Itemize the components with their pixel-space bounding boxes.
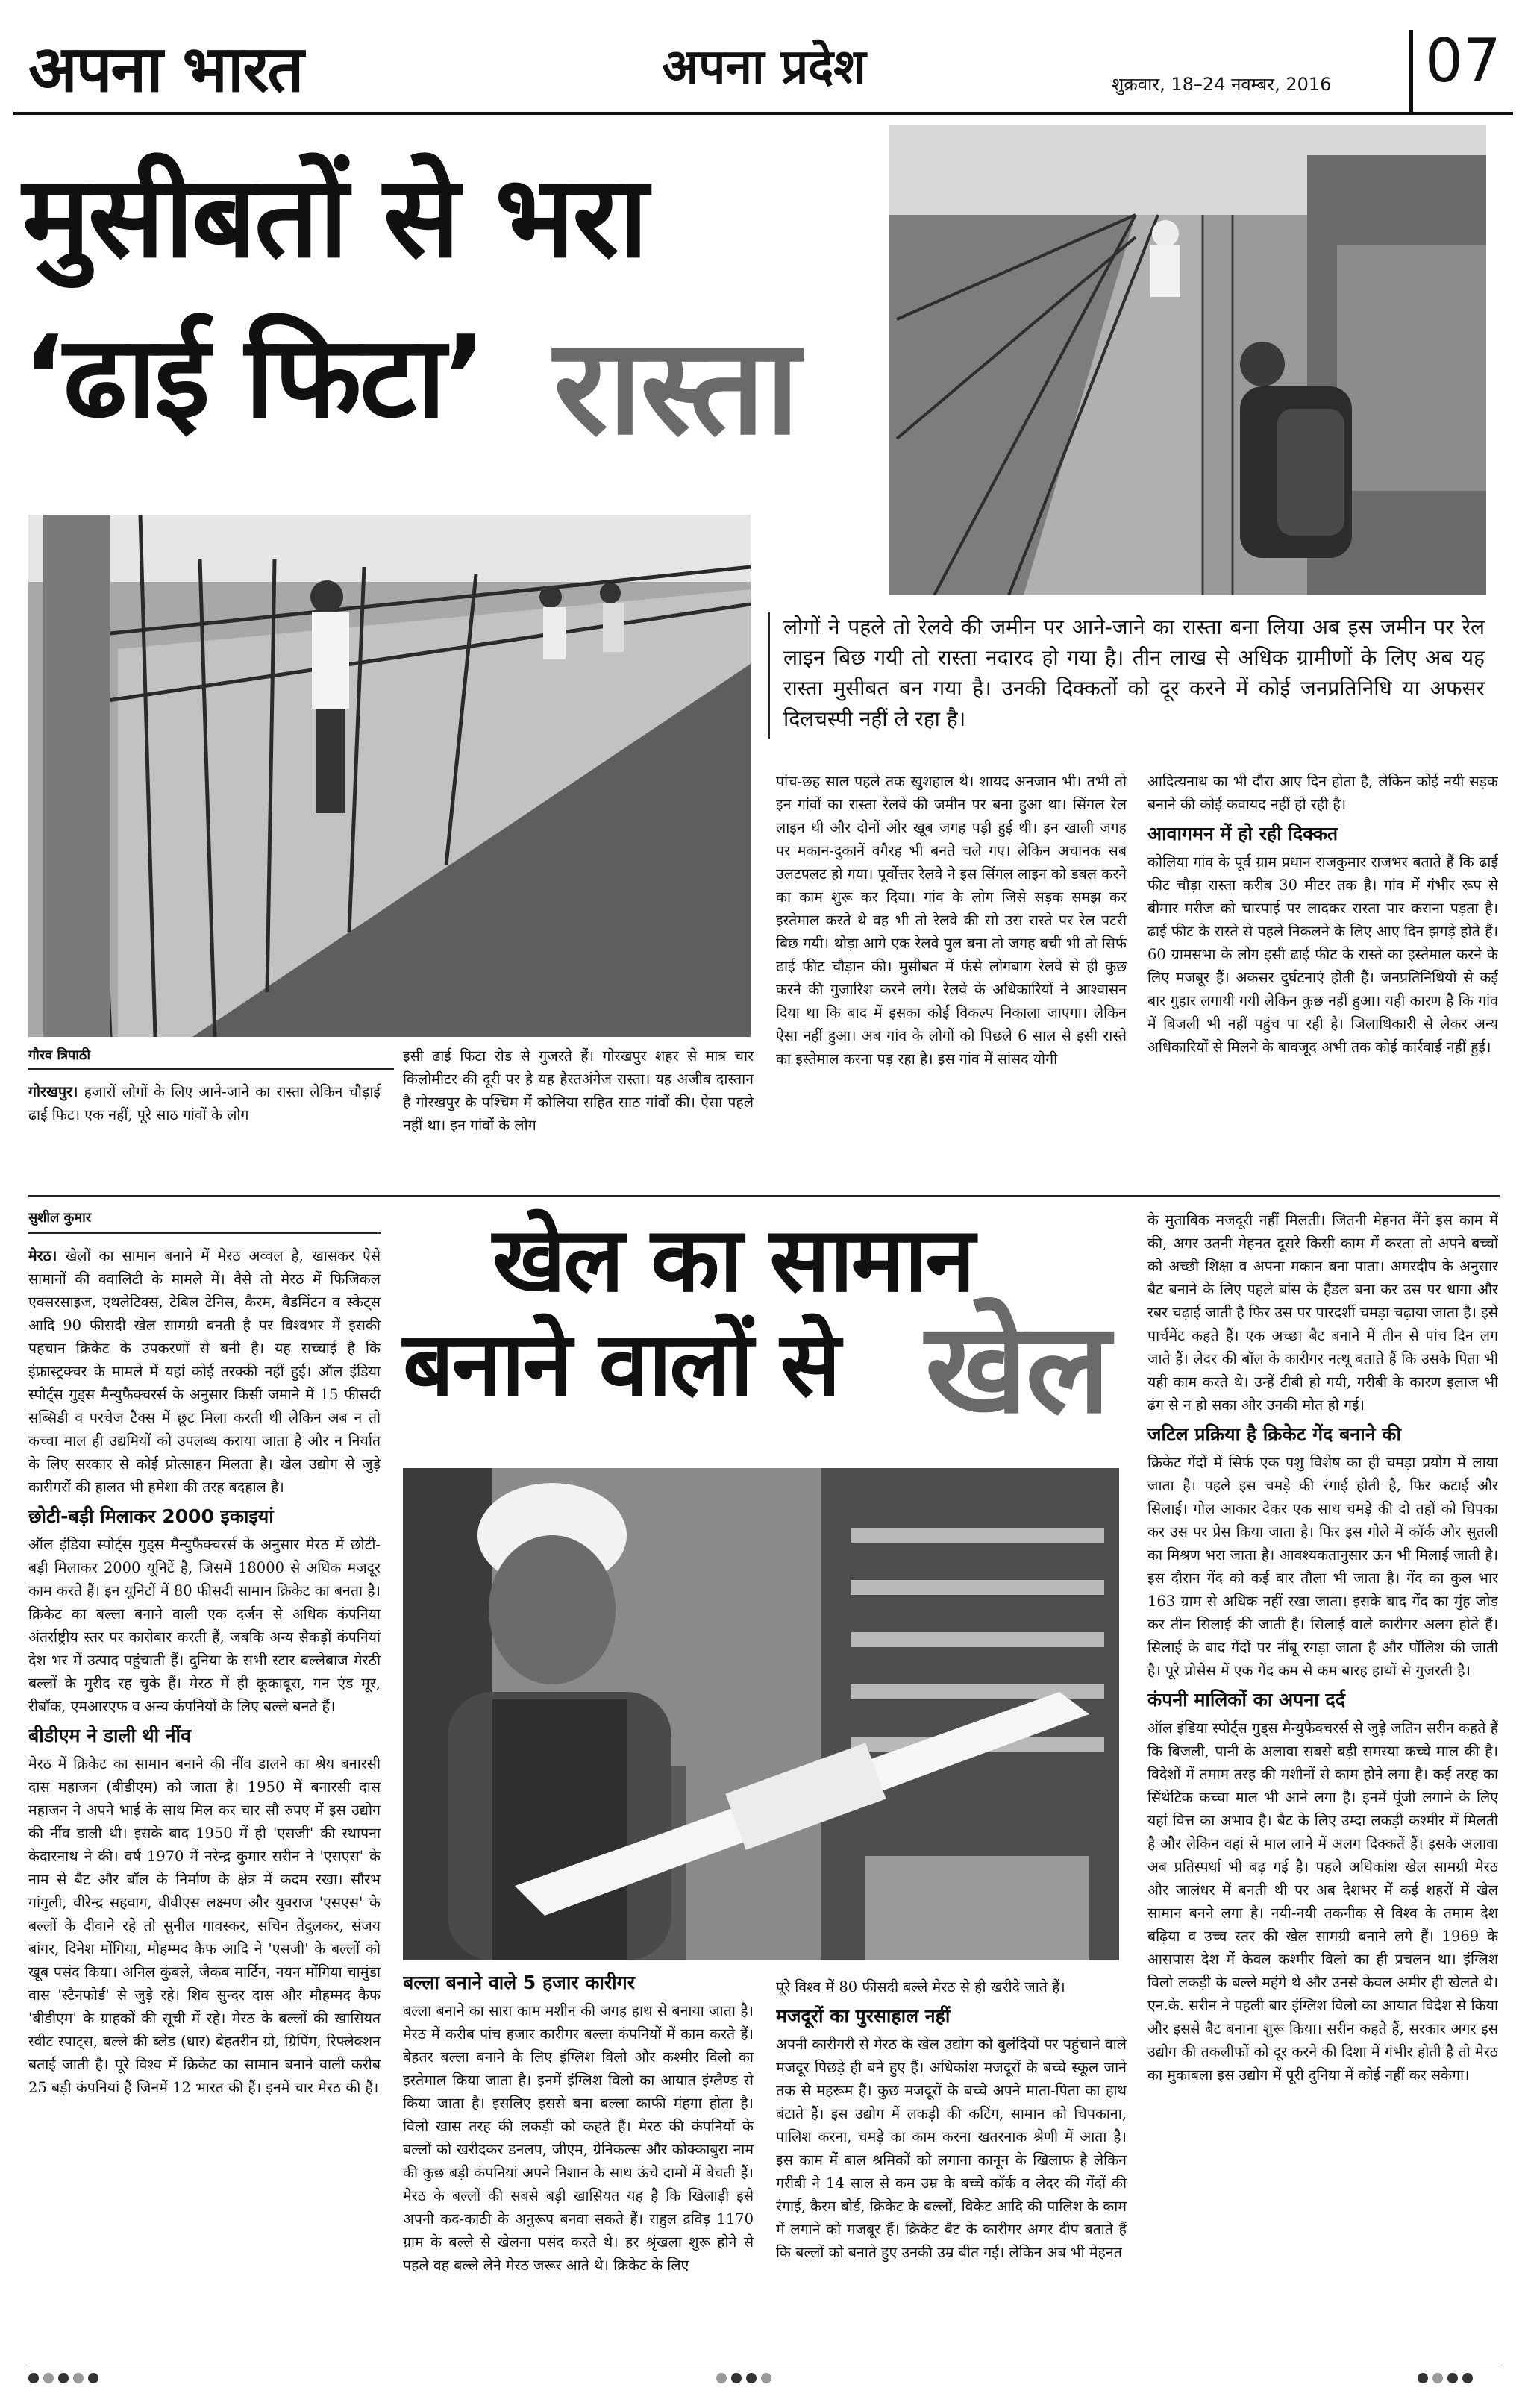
- story1-col4-top: आदित्यनाथ का भी दौरा आए दिन होता है, लेकिन कोई नयी सड़क बनाने की कोई कवायद नहीं हो रही है।: [1147, 773, 1498, 813]
- subheading: मजदूरों का पुरसाहाल नहीं: [776, 2005, 951, 2027]
- story2-col3-top: पूरे विश्व में 80 फीसदी बल्ले मेरठ से ही खरीदे जाते हैं।: [776, 1978, 1065, 1995]
- footer-ornament-center: [716, 2372, 776, 2386]
- story1-col1-text: हजारों लोगों के लिए आने-जाने का रास्ता लेकिन चौड़ाई ढाई फिट। एक नहीं, पूरे साठ गांवों के लोग: [28, 1083, 381, 1123]
- masthead-rule: [13, 112, 1513, 115]
- page-number-separator: [1409, 30, 1413, 112]
- page-number: 07: [1425, 26, 1501, 95]
- story2-headline-highlight: खेल: [925, 1295, 1109, 1441]
- subheading: जटिल प्रक्रिया है क्रिकेट गेंद बनाने की: [1147, 1423, 1401, 1445]
- story1-col4-text: कोलिया गांव के पूर्व ग्राम प्रधान राजकुमार राजभर बताते हैं कि ढाई फीट चौड़ा रास्ता करीब 30 मीटर तक है। गांव में गंभीर रूप से बीमार मरीज को चारपाई पर लादकर रास्ता पार कराना पड़ता है। ढाई फीट के रास्ते से पहले निकलने के लिए आए दिन झगड़े होते हैं। 60 ग्रामसभा के लोग इसी ढाई फीट के रास्ते का इस्तेमाल करने के लिए मजबूर हैं। अकसर दुर्घटनाएं होती हैं। जनप्रतिनिधियों से कई बार गुहार लगायी गयी लेकिन कुछ नहीं हुआ। यही कारण है कि गांव में बिजली भी नहीं पहुंच पा रही है। जिलाधिकारी से लेकर अन्य अधिकारियों से मिलने के बावजूद अभी तक कोई कार्रवाई नहीं हुई।: [1147, 853, 1498, 1056]
- dateline: गोरखपुर।: [28, 1083, 78, 1100]
- story2-col3-text: अपनी कारीगरी से मेरठ के खेल उद्योग को बुलंदियों पर पहुंचाने वाले मजदूर पिछड़े ही बने हुए हैं। अधिकांश मजदूरों के बच्चे स्कूल जाने तक से महरूम हैं। कुछ मजदूरों के बच्चे अपने माता-पिता का हाथ बंटाते हैं। इस उद्योग में लकड़ी की कटिंग, सामान को चिपकाना, पालिश करना, चमड़े का काम करना खतरनाक श्रेणी में आता है। इस काम में बाल श्रमिकों को लगाना कानून के खिलाफ है लेकिन गरीबी ने 14 साल से कम उम्र के बच्चे कॉर्क व लेदर की गेंदों की रंगाई, कैरम बोर्ड, क्रिकेट के बल्लों, विकेट आदि की पालिश के काम में लगाने को मजबूर हैं। क्रिकेट बैट के कारीगर अमर दीप बताते हैं कि बल्लों को बनाते हुए उनकी उम्र बीत गई। लेकिन अब भी मेहनत: [776, 2036, 1127, 2261]
- story2-col4-p1: क्रिकेट गेंदों में सिर्फ एक पशु विशेष का ही चमड़ा प्रयोग में लाया जाता है। पहले इस चमड़े की रंगाई होती है, फिर कटाई और सिलाई। गोल आकार देकर एक साथ चमड़े की दो तहों को चिपका कर उस पर प्रेस किया जाता है। फिर इस गोले में कॉर्क और सुतली का मिश्रण भरा जाता है। आवश्यकतानुसार ऊन भी मिलाई जाती है। इस दौरान गेंद को कई बार तौला भी जाता है। गेंद का कुल भार 163 ग्राम से अधिक नहीं रखा जाता। इसके बाद गेंद का मुंह जोड़ कर तीन सिलाई की जाती है। सिलाई वाले कारीगर अलग होते हैं। सिलाई के बाद गेंदों पर नींबू रगड़ा जाता है और पॉलिश की जाती है। पूरे प्रोसेस में एक गेंद कम से कम बारह हाथों से गुजरती है।: [1147, 1454, 1498, 1679]
- story2-column-1: [28, 1244, 381, 2356]
- photo-credit: गौरव त्रिपाठी: [28, 1047, 91, 1063]
- story2-col1-p2: ऑल इंडिया स्पोर्ट्स गुड्स मैन्युफैक्चरर्स के अनुसार मेरठ में छोटी-बड़ी मिलाकर 2000 यूनिटें है, जिसमें 18000 से अधिक मजदूर काम करते हैं। इन यूनिटों में 80 फीसदी सामान क्रिकेट का बनता है। क्रिकेट का बल्ला बनाने वाली एक दर्जन से अधिक कंपनिया अंतर्राष्ट्रीय स्तर पर कारोबार करती हैं, जबकि अन्य सैकड़ों कंपनियां देश भर में उत्पाद पहुंचाती हैं। दुनिया के सभी स्टार बल्लेबाज मेरठी बल्लों के मुरीद रह चुके हैं। मेरठ में ही कूकाबूरा, गन एंड मूर, रीबॉक, एमआरएफ व अन्य कंपनियों के लिए बल्ले बनते हैं।: [28, 1536, 381, 1715]
- story2-byline: सुशील कुमार: [28, 1210, 92, 1226]
- masthead-brand: अपना भारत: [28, 32, 303, 107]
- story2-col2-text: बल्ला बनाने का सारा काम मशीन की जगह हाथ से बनाया जाता है। मेरठ में करीब पांच हजार कारीगर बल्ला कंपनियों में काम करते हैं। बेहतर बल्ला बनाने के लिए इंग्लिश विलो और कश्मीर विलो का इस्तेमाल किया जाता है। इनमें इंग्लिश विलो का आयात इंग्लैण्ड से किया जाता है। इसलिए इससे बना बल्ला काफी मंहगा होता है। विलो खास तरह की लकड़ी को कहते हैं। मेरठ की कंपनियों के बल्लों को खरीदकर डनलप, जीएम, ग्रेनिकल्स और कोक्काबुरा नाम की कुछ बड़ी कंपनियां अपने निशान के साथ ऊंचे दामों में बेचती हैं। मेरठ के बल्लों की सबसे बड़ी खासियत यह है कि खिलाड़ी इसे अपनी कद-काठी के अनुरूप बनवा सकते हैं। राहुल द्रविड़ 1170 ग्राम के बल्ले से खेलना पसंद करते थे। हर श्रृंखला शुरू होने से पहले वह बल्ले लेने मेरठ जरूर आते थे। क्रिकेट के लिए: [403, 2002, 754, 2274]
- byline-rule: [28, 1232, 381, 1234]
- story2-col1-p3: मेरठ में क्रिकेट का सामान बनाने की नींव डालने का श्रेय बनारसी दास महाजन (बीडीएम) को जाता है। 1950 में बनारसी दास महाजन ने अपने भाई के साथ मिल कर चार सौ रुपए में इस उद्योग की नींव डाली थी। इसके बाद 1950 में ही 'एसजी' की स्थापना केदारनाथ ने की। वर्ष 1970 में नरेन्द्र कुमार सरीन ने 'एसएस' के नाम से बैट और बॉल के निर्माण के क्षेत्र में कदम रखा। सौरभ गांगुली, वीरेन्द्र सहवाग, वीवीएस लक्ष्मण और युवराज 'एसएस' के बल्लों के दीवाने रहे तो सुनील गावस्कर, सचिन तेंदुलकर, संजय बांगर, दिनेश मोंगिया, मौहम्मद कैफ आदि ने 'एसजी' के बल्लों को खूब पसंद किया। अनिल कुंबले, जैकब मार्टिन, नयन मोंगिया चामुंडा वास 'स्टैनफोर्ड' से जुड़े रहे। शिव सुन्दर दास और मौहम्मद कैफ 'बीडीएम' के ग्राहकों की सूची में रहे। मेरठ के बल्लों की खासियत स्वीट स्पाट्स, बल्ले की ब्लेड (धार) बेहतरीन ग्रो, ग्रिपिंग, रिफ्लेक्शन बताई जाती है। पूरे विश्व में क्रिकेट का सामान बनाने वाली करीब 25 बड़ी कंपनियां हैं जिनमें 12 भारत की हैं। इनमें चार मेरठ की हैं।: [28, 1755, 381, 2096]
- story2-headline-line2: बनाने वालों से: [403, 1313, 839, 1417]
- story-divider: [28, 1195, 1500, 1197]
- subheading: आवागमन में हो रही दिक्कत: [1147, 823, 1338, 844]
- story2-col4-p2: ऑल इंडिया स्पोर्ट्स गुड्स मैन्युफैक्चरर्स से जुड़े जतिन सरीन कहते हैं कि बिजली, पानी के अलावा सबसे बड़ी समस्या कच्चे माल की है। विदेशों में तमाम तरह की मशीनों से काम होने लगा है। कई तरह का सिंथेटिक कच्चा माल भी आने लगा है। इनमें पूंजी लगाने के लिए यहां वित्त का अभाव है। बैट के लिए उम्दा लकड़ी कश्मीर में मिलती है और लेकिन वहां से माल लाने में अलग दिक्कतें हैं। इसके अलावा अब प्रतिस्पर्धा भी बढ़ गई है। पहले अधिकांश खेल सामग्री मेरठ और जालंधर में बनती थी पर अब देशभर में कई शहरों में खेल सामान बनने लगा है। नयी-नयी तकनीक से विश्व के तमाम देश बढ़िया व उच्च स्तर की खेल सामग्री बनाने लगे हैं। 1969 के आसपास देश में केवल कश्मीर विलो का ही प्रचलन था। इंग्लिश विलो लकड़ी के बल्ले महंगे थे और उनसे केवल अमीर ही खेलते थे। एन.के. सरीन ने पहली बार इंग्लिश विलो का आयात विदेश से किया और इससे बैट बनाना शुरू किया। सरीन कहते हैं, सरकार अगर इस उद्योग की तकलीफों को दूर करने की दिशा में गंभीर होती है तो मेरठ का मुकाबला इस उद्योग में पूरी दुनिया में कोई नहीं कर सकेगा।: [1147, 1719, 1498, 2084]
- railway-path-photo: [889, 125, 1486, 595]
- subheading: कंपनी मालिकों का अपना दर्द: [1147, 1689, 1345, 1711]
- story2-col4-top: के मुताबिक मजदूरी नहीं मिलती। जितनी मेहनत मैंने इस काम में की, अगर उतनी मेहनत दूसरे किसी काम में करता तो अपने बच्चों को अच्छी शिक्षा व अपना मकान बना पाता। अमरदीप के अनुसार बैट बनाने के लिए पहले बांस के हैंडल बना कर उस पर धागा और रबर चढ़ाई जाती है फिर उस पर पारदर्शी चमड़ा चढ़ाया जाता है। इसे पार्चमेंट कहते हैं। एक अच्छा बैट बनाने में तीन से पांच दिन लग जाते हैं। लेदर की बॉल के कारीगर नत्थू बताते हैं कि उसके पिता भी यही काम करते थे। उन्हें टीबी हो गयी, गरीबी के कारण इलाज भी ढंग से न हो सका और उनकी मौत हो गई।: [1147, 1211, 1498, 1414]
- story1-column-4: [1147, 770, 1498, 1179]
- story2-column-3: [776, 1975, 1127, 2356]
- narrow-road-photo: [28, 515, 751, 1037]
- story1-headline-line2: ‘ढाई फिटा’: [22, 311, 485, 443]
- section-title: अपना प्रदेश: [662, 40, 866, 95]
- subheading: बीडीएम ने डाली थी नींव: [28, 1725, 192, 1746]
- intro-rule: [768, 612, 770, 739]
- subheading: छोटी-बड़ी मिलाकर 2000 इकाइयां: [28, 1505, 274, 1527]
- dateline: मेरठ।: [28, 1247, 57, 1264]
- story1-intro: लोगों ने पहले तो रेलवे की जमीन पर आने-जाने का रास्ता बना लिया अब इस जमीन पर रेल लाइन बिछ गयी तो रास्ता नदारद हो गया है। तीन लाख से अधिक ग्रामीणों के लिए अब यह रास्ता मुसीबत बन गया है। उनकी दिक्कतों को दूर करने में कोई जनप्रतिनिधि या अफसर दिलचस्पी नहीं ले रहा है।: [783, 615, 1485, 731]
- subheading: बल्ला बनाने वाले 5 हजार कारीगर: [403, 1972, 635, 1993]
- footer-ornament-right: [1418, 2372, 1477, 2386]
- story2-column-2: [403, 1969, 754, 2357]
- story2-headline-line1: खेल का सामान: [492, 1208, 973, 1312]
- story2-col1-p1: खेलों का सामान बनाने में मेरठ अव्वल है, खासकर ऐसे सामानों की क्वालिटी के मामले में। वैसे तो मेरठ में फिजिकल एक्सरसाइज, एथलेटिक्स, टेबिल टेनिस, कैरम, बैडमिंटन व स्केट्स आदि 90 फीसदी खेल सामग्री बनती है पर विश्वभर में इसकी पहचान क्रिकेट के उपकरणों से बनी है। यह सच्चाई है कि इंफ्रास्ट्रक्चर के मामले में यहां कोई तरक्की नहीं हुई। ऑल इंडिया स्पोर्ट्स गुड्स मैन्युफैक्चरर्स के अनुसार किसी जमाने में 15 फीसदी सब्सिडी व परचेज टैक्स में छूट मिला करती थी लेकिन अब न तो कच्चा माल ही उद्यमियों को उपलब्ध कराया जाता है और न निर्यात के लिए सरकार से कोई प्रोत्साहन मिलता है। खेल उद्योग से जुड़े कारीगरों की हालत भी हमेशा की तरह बदहाल है।: [28, 1247, 381, 1496]
- footer-ornament-left: [28, 2372, 103, 2386]
- story1-column-2: इसी ढाई फिटा रोड से गुजरते हैं। गोरखपुर शहर से मात्र चार किलोमीटर की दूरी पर है यह हैरतअंगेज रास्ता। यह अजीब दास्तान है गोरखपुर के पश्चिम में कोलिया सहित साठ गांवों की। ऐसा पहले नहीं था। इन गांवों के लोग: [403, 1047, 754, 1134]
- credit-rule: [28, 1068, 394, 1070]
- story1-column-3: पांच-छह साल पहले तक खुशहाल थे। शायद अनजान भी। तभी तो इन गांवों का रास्ता रेलवे की जमीन पर बना हुआ था। सिंगल रेल लाइन थी और दोनों ओर खूब जगह पड़ी हुई थी। इन खाली जगह पर मकान-दुकानें वगैरह भी बनते चले गए। लेकिन अचानक सब उलटपलट हो गया। पूर्वोत्तर रेलवे ने इस सिंगल लाइन को डबल करने का काम शुरू कर दिया। गांव के लोग जिसे सड़क समझ कर इस्तेमाल करते थे वह भी तो रेलवे की सो उस रास्ते पर रेल पटरी बिछ गयी। थोड़ा आगे एक रेलवे पुल बना तो जगह बची भी तो सिर्फ ढाई फीट चौड़ान की। मुसीबत में फंसे लोगबाग रेलवे से ही कुछ करने की गुजारिश करने लगे। रेलवे के अधिकारियों ने आश्वासन दिया था कि बाद में इसका कोई विकल्प निकाला जाएगा। लेकिन ऐसा नहीं हुआ। अब गांव के लोगों को पिछले 6 साल से इसी रास्ते का इस्तेमाल करना पड़ रहा है। इस गांव में सांसद योगी: [776, 773, 1127, 1067]
- issue-date: शुक्रवार, 18–24 नवम्बर, 2016: [1112, 74, 1332, 95]
- story1-headline-line1: मुसीबतों से भरा: [22, 151, 646, 283]
- bat-maker-photo: [403, 1468, 1119, 1960]
- story1-column-1: [28, 1080, 381, 1177]
- story2-column-4: [1147, 1208, 1498, 2356]
- story1-headline-highlight: रास्ता: [554, 310, 798, 464]
